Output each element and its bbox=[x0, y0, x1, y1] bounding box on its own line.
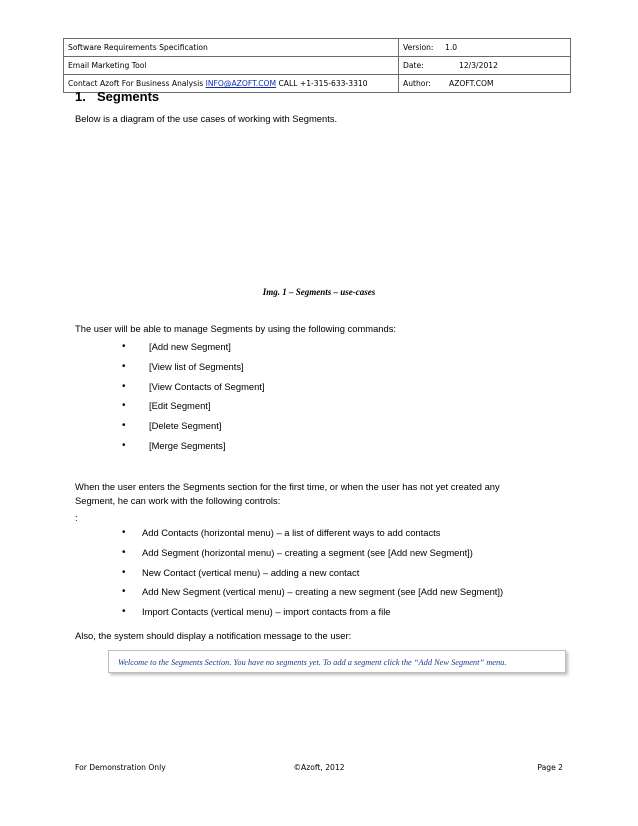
bullet-icon: • bbox=[122, 439, 126, 451]
date-cell bbox=[399, 57, 571, 75]
list-item: • [Add new Segment] bbox=[122, 341, 231, 352]
author-value: AZOFT.COM bbox=[449, 79, 494, 88]
version-cell bbox=[399, 39, 571, 57]
footer-copyright: ©Azoft, 2012 bbox=[293, 763, 345, 772]
list-item: • Add Contacts (horizontal menu) – a list of different ways to add contacts bbox=[122, 527, 441, 538]
bullet-icon: • bbox=[122, 527, 126, 538]
contact-email-link[interactable]: INFO@AZOFT.COM bbox=[205, 79, 277, 88]
list-item: • [Delete Segment] bbox=[122, 420, 222, 432]
notification-intro: Also, the system should display a notification message to the user: bbox=[75, 630, 352, 641]
footer-left: For Demonstration Only bbox=[75, 763, 166, 772]
bullet-icon: • bbox=[122, 380, 126, 392]
bullet-icon: • bbox=[122, 341, 126, 352]
commands-list bbox=[122, 341, 265, 460]
bullet-icon: • bbox=[122, 400, 126, 412]
list-item: • Import Contacts (vertical menu) – import contacts from a file bbox=[122, 606, 391, 618]
controls-colon: : bbox=[75, 512, 78, 523]
controls-intro-line1: When the user enters the Segments section for the first time, or when the user has not yet created any bbox=[75, 481, 500, 492]
list-item: • [View list of Segments] bbox=[122, 360, 244, 372]
version-label: Version: bbox=[403, 43, 434, 52]
section-title: Segments bbox=[97, 89, 160, 104]
list-item: • New Contact (vertical menu) – adding a new contact bbox=[122, 566, 360, 578]
version-value: 1.0 bbox=[445, 43, 458, 52]
list-item: • Add Segment (horizontal menu) – creating a segment (see [Add new Segment]) bbox=[122, 546, 473, 558]
footer-page-number: Page 2 bbox=[537, 763, 563, 772]
author-cell bbox=[399, 75, 571, 93]
header-table bbox=[63, 38, 571, 93]
bullet-icon: • bbox=[122, 360, 126, 372]
author-label: Author: bbox=[403, 79, 431, 88]
commands-intro: The user will be able to manage Segments by using the following commands: bbox=[75, 323, 397, 334]
intro-text: Below is a diagram of the use cases of working with Segments. bbox=[75, 113, 338, 124]
list-item: • [Merge Segments] bbox=[122, 439, 226, 451]
spec-title: Software Requirements Specification bbox=[64, 39, 399, 57]
bullet-icon: • bbox=[122, 420, 126, 432]
list-item: • [View Contacts of Segment] bbox=[122, 380, 265, 392]
product-name: Email Marketing Tool bbox=[64, 57, 399, 75]
bullet-icon: • bbox=[122, 586, 126, 598]
bullet-icon: • bbox=[122, 566, 126, 578]
controls-intro-line2: Segment, he can work with the following controls: bbox=[75, 495, 281, 506]
section-number: 1. bbox=[75, 89, 86, 104]
notification-message-box: Welcome to the Segments Section. You have no segments yet. To add a segment click the “Add New Segment” menu. bbox=[108, 650, 566, 673]
date-value: 12/3/2012 bbox=[459, 61, 498, 70]
date-label: Date: bbox=[403, 61, 424, 70]
bullet-icon: • bbox=[122, 546, 126, 558]
list-item: • Add New Segment (vertical menu) – creating a new segment (see [Add new Segment]) bbox=[122, 586, 504, 598]
bullet-icon: • bbox=[122, 606, 126, 618]
image-caption: Img. 1 – Segments – use-cases bbox=[262, 287, 376, 297]
section-heading bbox=[75, 89, 159, 104]
list-item: • [Edit Segment] bbox=[122, 400, 211, 412]
contact-phone: CALL +1-315-633-3310 bbox=[276, 79, 368, 88]
controls-list bbox=[122, 527, 503, 626]
contact-prefix: Contact Azoft For Business Analysis bbox=[68, 79, 206, 88]
